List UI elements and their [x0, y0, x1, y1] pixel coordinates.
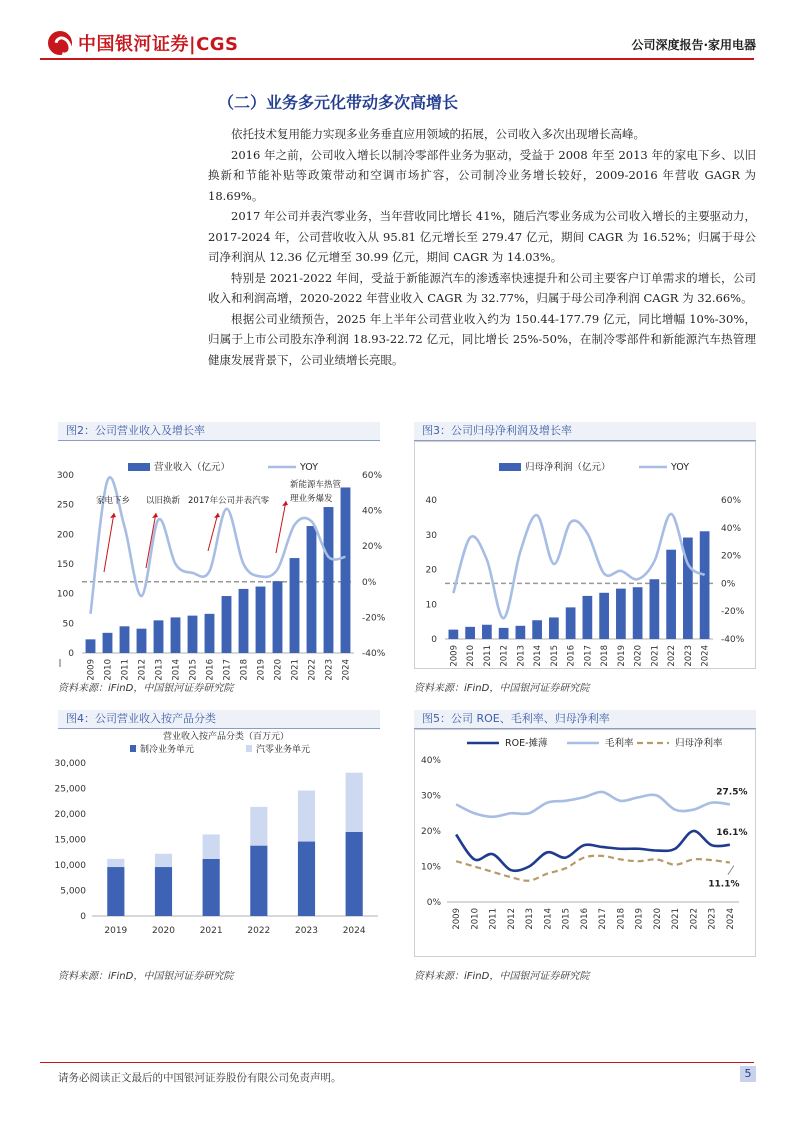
- y-axis-tick: 10,000: [54, 861, 86, 871]
- revenue-bar: [549, 617, 559, 639]
- x-axis-tick: 2015: [561, 908, 572, 930]
- x-axis-tick: 2024: [342, 926, 366, 936]
- left-axis-tick: 0: [431, 635, 437, 645]
- revenue-bar: [307, 526, 317, 653]
- x-axis-tick: 2021: [290, 659, 301, 681]
- legend-label: 归母净利润（亿元）: [525, 462, 611, 473]
- brand-logo-icon: [48, 31, 72, 55]
- y-axis-tick: 30%: [420, 791, 441, 802]
- annotation-text: 以旧换新: [146, 496, 181, 506]
- legend-swatch: [246, 745, 252, 752]
- right-axis-tick: 60%: [721, 496, 742, 506]
- section-title: （二）业务多元化带动多次高增长: [218, 93, 459, 112]
- y-axis-tick: 40%: [420, 756, 441, 766]
- x-axis-tick: 2014: [543, 908, 554, 930]
- revenue-bar: [666, 550, 676, 639]
- x-axis-tick: 2022: [689, 908, 700, 930]
- x-axis-tick: 2017: [583, 645, 594, 667]
- revenue-bar: [205, 614, 215, 653]
- left-axis-tick: 30: [425, 530, 437, 541]
- auto-parts-bar: [107, 859, 124, 867]
- revenue-bar: [700, 531, 710, 639]
- left-axis-tick: 50: [62, 619, 74, 630]
- left-axis-tick: 300: [56, 471, 74, 481]
- revenue-chart: [56, 441, 386, 681]
- left-axis-tick: 20: [425, 565, 437, 576]
- auto-parts-bar: [203, 834, 220, 858]
- auto-parts-bar: [346, 773, 363, 832]
- x-axis-tick: 2016: [579, 908, 590, 930]
- legend-label: 制冷业务单元: [140, 745, 195, 755]
- figure-2: [56, 422, 386, 694]
- revenue-bar: [188, 616, 198, 653]
- header-divider: [40, 58, 754, 60]
- revenue-bar: [290, 558, 300, 653]
- right-axis-tick: 20%: [721, 551, 742, 562]
- end-label: 27.5%: [716, 787, 748, 798]
- figure-title: 图4：公司营业收入按产品分类: [58, 710, 380, 729]
- x-axis-tick: 2010: [466, 645, 477, 667]
- y-axis-tick: 0%: [426, 898, 441, 908]
- x-axis-tick: 2013: [516, 645, 527, 667]
- x-axis-tick: 2022: [247, 926, 271, 936]
- auto-parts-bar: [250, 807, 267, 846]
- figure-title: 图5：公司 ROE、毛利率、归母净利率: [414, 710, 756, 729]
- revenue-bar: [465, 627, 475, 639]
- revenue-bar: [273, 581, 283, 653]
- x-axis-tick: 2020: [273, 659, 284, 681]
- annotation-arrowhead: [214, 513, 220, 518]
- revenue-bar: [103, 633, 113, 653]
- left-axis-tick: 200: [56, 530, 74, 541]
- brand-name: 中国银河证券|CGS: [78, 34, 239, 55]
- annotation-text: 2017年公司并表汽零: [188, 496, 270, 506]
- legend-label: YOY: [671, 462, 690, 473]
- gross-margin-line: [456, 792, 730, 817]
- annotation-text: 理业务爆发: [290, 494, 333, 504]
- revenue-bar: [482, 625, 492, 639]
- annotation-arrowhead: [110, 513, 116, 518]
- paragraph: 依托技术复用能力实现多业务垂直应用领域的拓展，公司收入多次出现增长高峰。: [231, 127, 645, 141]
- refrigeration-bar: [107, 867, 124, 916]
- x-axis-tick: 2017: [222, 659, 233, 681]
- y-axis-tick: 15,000: [54, 835, 86, 846]
- y-axis-tick: 25,000: [54, 784, 86, 795]
- revenue-bar: [633, 587, 643, 639]
- x-axis-tick: 2009: [449, 645, 460, 667]
- annotation-arrow: [276, 501, 286, 553]
- annotation-arrowhead: [152, 513, 158, 518]
- revenue-bar: [222, 596, 232, 653]
- x-axis-tick: 2012: [499, 645, 510, 667]
- x-axis-tick: 2022: [307, 659, 318, 681]
- y-axis-tick: 20,000: [54, 810, 86, 820]
- x-axis-tick: 2019: [634, 908, 645, 930]
- right-axis-tick: 40%: [721, 523, 742, 534]
- x-axis-tick: 2018: [600, 645, 611, 667]
- chart-title: 营业收入按产品分类（百万元）: [162, 732, 290, 742]
- figure-source: 资料来源：iFinD，中国银河证券研究院: [58, 971, 234, 982]
- revenue-bar: [616, 589, 626, 639]
- x-axis-tick: 2013: [525, 908, 536, 930]
- figure-source: 资料来源：iFinD，中国银河证券研究院: [414, 683, 590, 694]
- revenue-bar: [599, 593, 609, 639]
- revenue-bar: [256, 587, 266, 653]
- left-axis-tick: 150: [56, 560, 74, 570]
- revenue-bar: [324, 507, 334, 653]
- y-axis-tick: 10%: [420, 862, 441, 873]
- figure-title: 图3：公司归母净利润及增长率: [414, 422, 756, 441]
- revenue-bar: [583, 596, 593, 639]
- x-axis-tick: 2017: [598, 908, 609, 930]
- x-axis-tick: 2023: [707, 908, 718, 930]
- roe-line: [456, 831, 730, 871]
- x-axis-tick: 2019: [104, 926, 128, 936]
- refrigeration-bar: [155, 867, 172, 916]
- x-axis-tick: 2012: [137, 659, 148, 681]
- x-axis-tick: 2023: [295, 926, 318, 936]
- x-axis-tick: 2015: [549, 645, 560, 667]
- x-axis-tick: 2014: [533, 645, 544, 667]
- x-axis-tick: 2012: [506, 908, 517, 930]
- auto-parts-bar: [155, 854, 172, 867]
- x-axis-tick: 2021: [671, 908, 682, 930]
- annotation-text: 家电下乡: [96, 496, 131, 506]
- legend-swatch: [130, 745, 136, 752]
- left-axis-tick: 10: [425, 600, 437, 611]
- x-axis-tick: 2022: [667, 645, 678, 667]
- x-axis-tick: 2024: [341, 659, 352, 681]
- annotation-arrowhead: [282, 501, 288, 506]
- x-axis-tick: 2024: [700, 645, 711, 667]
- paragraph: 2017 年公司并表汽零业务，当年营收同比增长 41%，随后汽零业务成为公司收入增长的主要驱动力，2017-2024 年，公司营收收入从 95.81 亿元增长至 279.47 亿元，期间 CAGR 为 16.52%；归属于母公司净利润从 12.36 亿元增至 30.99 亿元，期间 CAGR 为 14.03%。: [208, 209, 756, 264]
- paragraph: 特别是 2021-2022 年间，受益于新能源汽车的渗透率快速提升和公司主要客户订单需求的增长，公司收入和利润高增，2020-2022 年营业收入 CAGR 为 32.77%，归属于母公司净利润 CAGR 为 32.66%。: [208, 270, 756, 305]
- body-text: [208, 124, 756, 370]
- legend-label: 毛利率: [605, 738, 634, 749]
- right-axis-tick: 0%: [721, 579, 736, 590]
- figure-title: 图2：公司营业收入及增长率: [58, 422, 380, 441]
- right-axis-tick: 20%: [362, 542, 383, 553]
- legend-label: 营业收入（亿元）: [154, 462, 231, 473]
- y-axis-tick: 0: [80, 912, 86, 922]
- left-axis-tick: 40: [425, 496, 437, 506]
- x-axis-tick: 2016: [205, 659, 216, 681]
- refrigeration-bar: [203, 859, 220, 916]
- legend-swatch: [128, 463, 150, 471]
- x-axis-tick: 2010: [103, 659, 114, 681]
- revenue-bar: [154, 620, 164, 653]
- x-axis-tick: 2019: [256, 659, 267, 681]
- figure-3: [414, 422, 756, 694]
- x-axis-tick: 2009: [86, 659, 97, 681]
- legend-label: YOY: [300, 462, 319, 473]
- x-axis-tick: 2011: [488, 908, 499, 930]
- report-type: 公司深度报告·家用电器: [631, 38, 756, 52]
- figure-source: 资料来源：iFinD，中国银河证券研究院: [414, 971, 590, 982]
- x-axis-tick: 2023: [324, 659, 335, 681]
- y-axis-tick: 30,000: [54, 759, 86, 769]
- net-margin-line: [456, 856, 730, 881]
- legend-swatch: [499, 463, 521, 471]
- revenue-bar: [137, 629, 147, 653]
- margin-chart: [414, 729, 756, 957]
- x-axis-tick: 2009: [452, 908, 463, 930]
- end-label: 16.1%: [716, 827, 748, 838]
- revenue-bar: [650, 579, 660, 639]
- y-axis-tick: 20%: [420, 827, 441, 837]
- right-axis-tick: 40%: [362, 506, 383, 517]
- brand-logo: [48, 30, 239, 56]
- annotation-text: 新能源车热管: [290, 480, 342, 490]
- revenue-bar: [171, 617, 181, 653]
- x-axis-tick: 2020: [652, 908, 663, 930]
- figure-4: [54, 710, 380, 982]
- revenue-bar: [532, 620, 542, 639]
- left-axis-tick: 0: [68, 649, 74, 659]
- revenue-bar: [499, 628, 509, 639]
- paragraph: 2016 年之前，公司收入增长以制冷零部件业务为驱动，受益于 2008 年至 2013 年的家电下乡、以旧换新和节能补贴等政策带动和空调市场扩容，公司制冷业务增长较好，2009-2016 年营收 GAGR 为 18.69%。: [208, 147, 756, 203]
- revenue-bar: [120, 626, 130, 653]
- page-number: 5: [740, 1066, 756, 1082]
- disclaimer: 请务必阅读正文最后的中国银河证券股份有限公司免责声明。: [58, 1072, 342, 1084]
- right-axis-tick: 0%: [362, 577, 377, 588]
- x-axis-tick: 2011: [482, 645, 493, 667]
- footer-divider: [40, 1062, 754, 1063]
- paragraph: 根据公司业绩预告，2025 年上半年公司营业收入约为 150.44-177.79 亿元，同比增幅 10%-30%，归属于上市公司股东净利润 18.93-22.72 亿元，同比增长 25%-50%，在制冷零部件和新能源汽车热管理健康发展背景下，公司业绩增长亮眼。: [208, 311, 756, 367]
- x-axis-tick: 2013: [154, 659, 165, 681]
- annotation-arrow: [104, 513, 114, 572]
- x-axis-tick: 2018: [239, 659, 250, 681]
- x-axis-tick: 2018: [616, 908, 627, 930]
- revenue-bar: [566, 607, 576, 639]
- x-axis-tick: 2024: [725, 908, 736, 930]
- figure-5: [414, 710, 756, 982]
- revenue-bar: [449, 630, 459, 639]
- legend-label: 归母净利率: [675, 738, 723, 749]
- net-profit-chart: [414, 441, 756, 669]
- left-axis-tick: 250: [56, 500, 74, 511]
- right-axis-tick: -20%: [362, 613, 386, 624]
- x-axis-tick: 2020: [152, 926, 175, 936]
- right-axis-tick: -40%: [362, 649, 386, 659]
- x-axis-tick: 2015: [188, 659, 199, 681]
- legend-label: ROE-摊薄: [505, 738, 548, 749]
- x-axis-tick: 2011: [120, 659, 131, 681]
- end-label-leader: [728, 866, 734, 875]
- x-axis-tick: 2010: [470, 908, 481, 930]
- left-axis-tick: 100: [56, 589, 74, 600]
- right-axis-tick: -20%: [721, 607, 745, 618]
- refrigeration-bar: [298, 842, 315, 916]
- end-label: 11.1%: [708, 879, 740, 890]
- x-axis-tick: 2016: [566, 645, 577, 667]
- revenue-bar: [239, 589, 249, 653]
- x-axis-tick: 2023: [683, 645, 694, 667]
- revenue-bar: [86, 639, 96, 653]
- x-axis-tick: 2019: [616, 645, 627, 667]
- refrigeration-bar: [250, 846, 267, 916]
- legend-label: 汽零业务单元: [256, 745, 311, 755]
- x-axis-tick: 2014: [171, 659, 182, 681]
- figure-source: 资料来源：iFinD，中国银河证券研究院: [58, 683, 234, 694]
- revenue-bar: [516, 626, 526, 639]
- right-axis-tick: 60%: [362, 471, 383, 481]
- auto-parts-bar: [298, 791, 315, 842]
- y-axis-tick: 5,000: [60, 886, 86, 897]
- right-axis-tick: -40%: [721, 635, 745, 645]
- revenue-by-product-chart: [54, 729, 380, 957]
- refrigeration-bar: [346, 832, 363, 916]
- revenue-bar: [341, 487, 351, 653]
- x-axis-tick: 2021: [199, 926, 223, 936]
- page-header: [0, 0, 794, 60]
- x-axis-tick: 2020: [633, 645, 644, 667]
- x-axis-tick: 2021: [650, 645, 661, 667]
